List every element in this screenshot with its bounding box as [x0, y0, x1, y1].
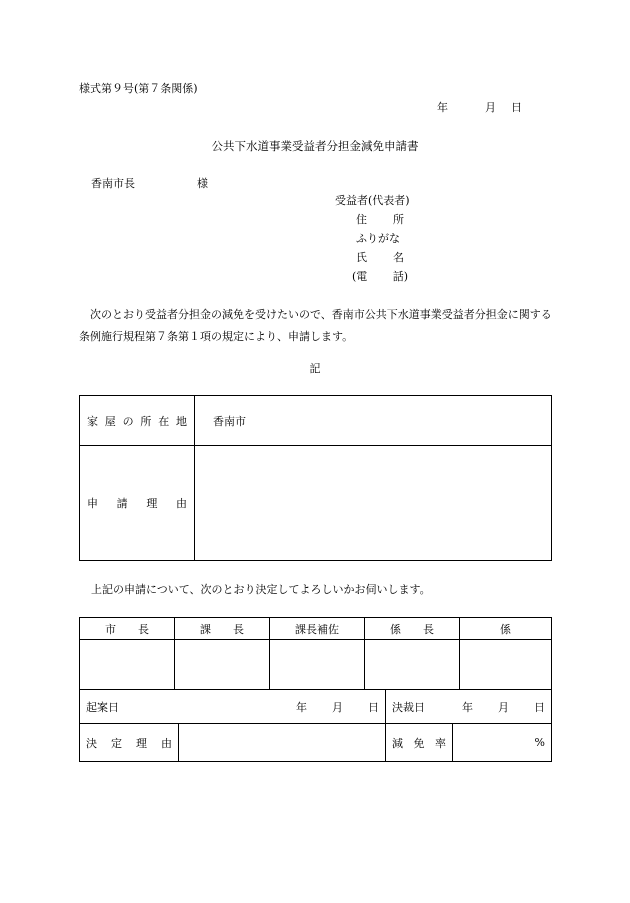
form-number: 様式第９号(第７条関係) — [79, 82, 198, 95]
name-char-1: 氏 — [356, 251, 367, 264]
applicant-phone-label — [352, 269, 408, 288]
mayor-char-2: 長 — [138, 622, 149, 636]
addressee-honorific: 様 — [197, 177, 208, 190]
mayor-char-1: 市 — [105, 622, 116, 636]
location-char: 家 — [87, 414, 98, 428]
reduction-rate-label — [386, 724, 453, 762]
application-statement: 次のとおり受益者分担金の減免を受けたいので、香南市公共下水道事業受益者分担金に関する条例施行規程第７条第１項の規定により、申請します。 — [79, 308, 552, 343]
ki-heading: 記 — [309, 362, 321, 375]
header-date-month: 月 — [485, 101, 496, 114]
approval-stamp-table — [79, 617, 552, 690]
reduction-rate-char: 減 — [392, 736, 403, 750]
header-assistant-chief: 課長補佐 — [270, 618, 365, 640]
applicant-address-label — [356, 212, 404, 231]
location-char: 地 — [175, 414, 187, 428]
applicant-block — [335, 193, 425, 288]
draft-year-unit: 年 — [296, 700, 307, 714]
application-table — [79, 395, 552, 561]
draft-date-units — [296, 699, 379, 715]
header-subsection-chief — [365, 618, 460, 640]
subsection-chief-char-1: 係 — [390, 622, 401, 636]
draft-date-label: 起案日 — [86, 700, 119, 714]
decision-date-units — [462, 699, 545, 715]
decision-table — [79, 689, 552, 762]
addressee-name: 香南市長 — [91, 177, 135, 190]
reason-char: 申 — [87, 497, 98, 510]
address-char-1: 住 — [356, 213, 367, 226]
decision-reason-char: 決 — [86, 736, 97, 750]
location-char: 屋 — [104, 414, 116, 428]
location-char: 所 — [140, 414, 152, 428]
reason-char: 請 — [116, 497, 128, 510]
location-value-field[interactable]: 香南市 — [195, 396, 552, 446]
decision-date-label: 決裁日 — [392, 700, 425, 714]
stamp-assistant-chief[interactable] — [270, 640, 365, 690]
stamp-subsection-chief[interactable] — [365, 640, 460, 690]
decision-reason-label — [80, 724, 179, 762]
stamp-staff[interactable] — [460, 640, 552, 690]
draft-month-unit: 月 — [332, 700, 343, 714]
decision-reason-char: 理 — [136, 736, 147, 750]
draft-day-unit: 日 — [368, 700, 379, 714]
section-chief-char-1: 課 — [200, 622, 211, 636]
location-char: 在 — [158, 414, 170, 428]
phone-char-1: (電 — [352, 270, 368, 283]
document-title: 公共下水道事業受益者分担金減免申請書 — [211, 139, 419, 153]
address-char-2: 所 — [393, 213, 404, 226]
location-char: の — [122, 414, 134, 428]
stamp-section-chief[interactable] — [175, 640, 270, 690]
header-mayor — [80, 618, 175, 640]
decision-day-unit: 日 — [534, 700, 545, 714]
header-date-year: 年 — [437, 101, 448, 114]
header-section-chief — [175, 618, 270, 640]
phone-char-2: 話) — [392, 270, 408, 283]
decision-reason-char: 定 — [111, 736, 122, 750]
section-chief-char-2: 長 — [233, 622, 244, 636]
name-char-2: 名 — [393, 251, 404, 264]
decision-date-cell[interactable] — [386, 690, 552, 724]
applicant-furigana-label: ふりがな — [356, 232, 400, 245]
addressee — [91, 175, 208, 191]
reason-char: 由 — [175, 497, 187, 510]
decision-month-unit: 月 — [498, 700, 509, 714]
stamp-mayor[interactable] — [80, 640, 175, 690]
percent-unit: % — [534, 736, 545, 749]
applicant-name-label — [356, 250, 404, 269]
decision-reason-field[interactable] — [179, 724, 386, 762]
location-label — [80, 396, 195, 446]
reduction-rate-char: 免 — [413, 736, 425, 750]
header-staff: 係 — [460, 618, 552, 640]
decision-reason-char: 由 — [161, 736, 172, 750]
header-date-day: 日 — [511, 101, 522, 114]
reason-field[interactable] — [195, 446, 552, 561]
reason-label — [80, 446, 195, 561]
applicant-label: 受益者(代表者) — [335, 194, 410, 207]
reduction-rate-field[interactable] — [453, 724, 552, 762]
draft-date-cell[interactable] — [80, 690, 386, 724]
approval-note: 上記の申請について、次のとおり決定してよろしいかお伺いします。 — [91, 583, 431, 596]
reduction-rate-char: 率 — [435, 736, 446, 750]
header-date — [437, 99, 522, 115]
decision-year-unit: 年 — [462, 700, 473, 714]
reason-char: 理 — [146, 497, 158, 510]
subsection-chief-char-2: 長 — [423, 622, 434, 636]
